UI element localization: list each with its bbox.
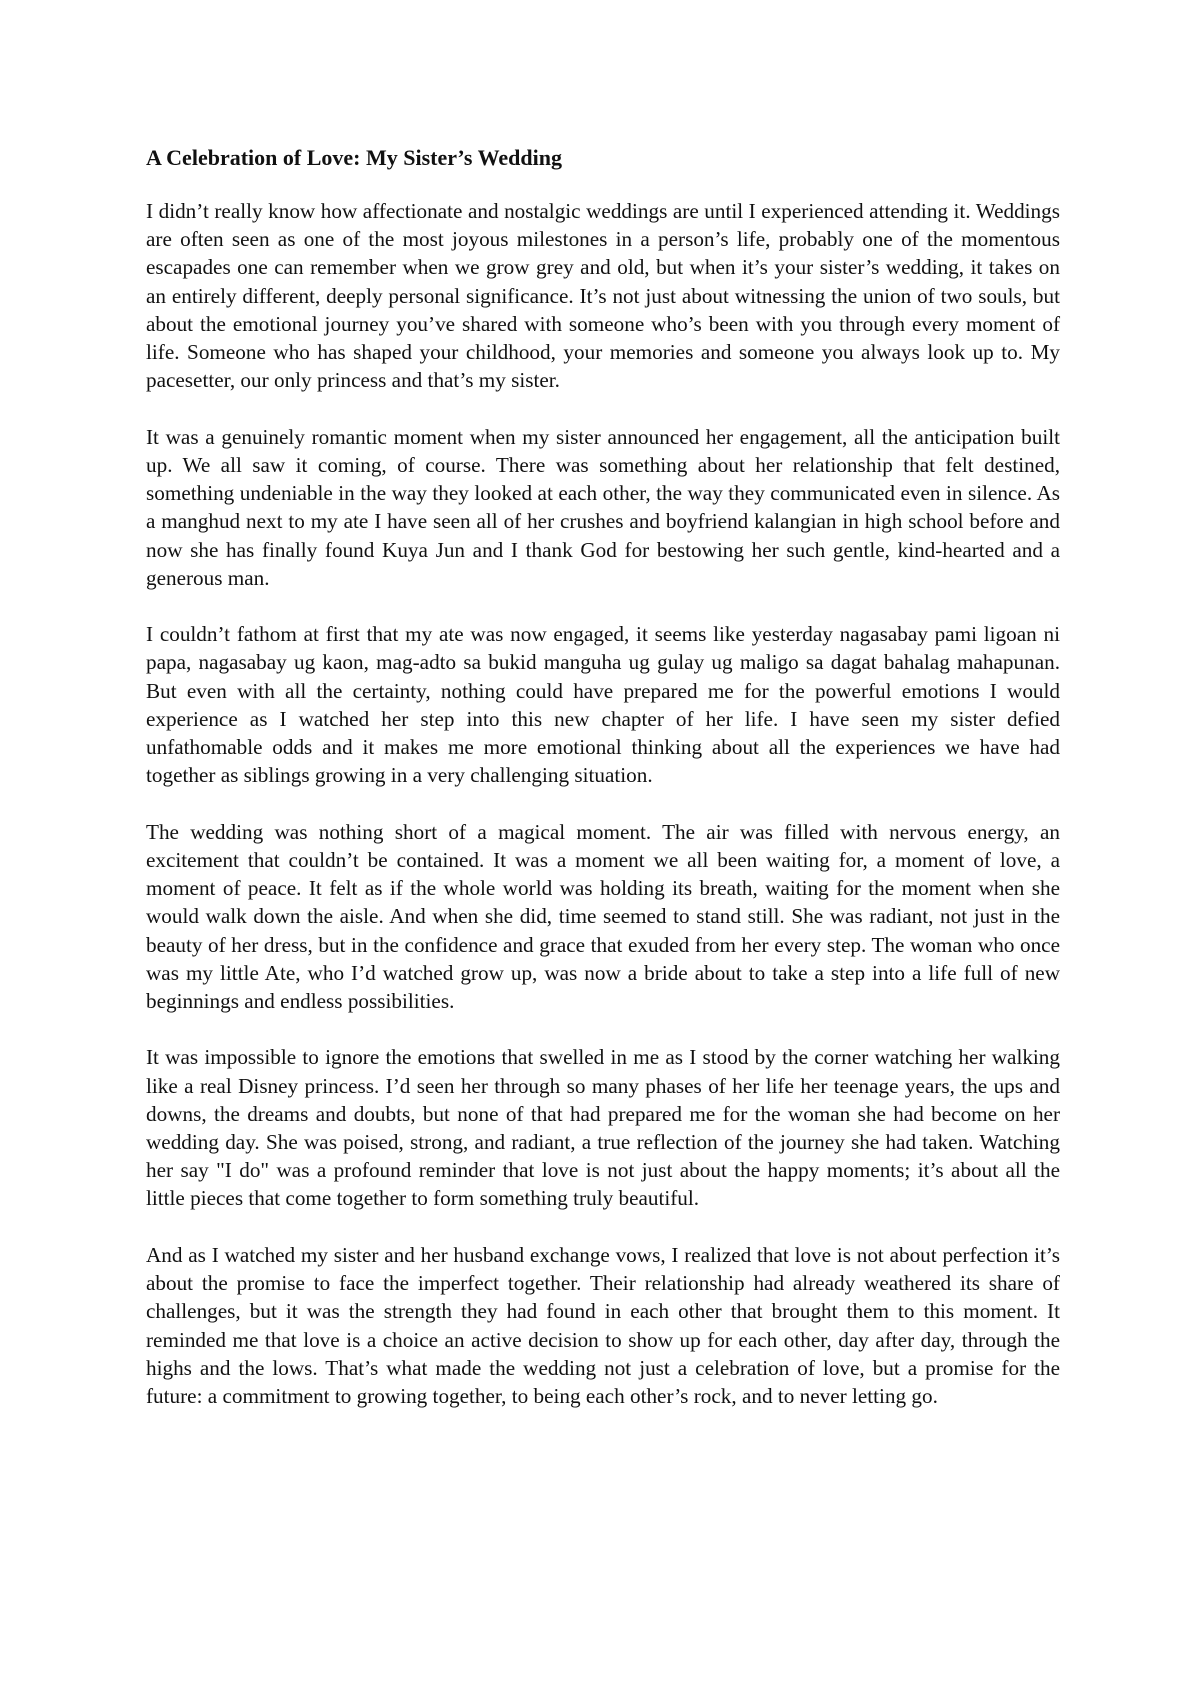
paragraph-2: It was a genuinely romantic moment when my sister announced her engagement, all the anticipation built up. We all saw it coming, of course. There was something about her relationship that felt destined, something undeniable in the way they looked at each other, the way they communicated even in silence. As a manghud next to my ate I have seen all of her crushes and boyfriend kalangian in high school before and now she has finally found Kuya Jun and I thank God for bestowing her such gentle, kind-hearted and a generous man.	[146, 424, 1060, 590]
paragraph-5: It was impossible to ignore the emotions that swelled in me as I stood by the corner watching her walking like a real Disney princess. I’d seen her through so many phases of her life her teenage years, the ups and downs, the dreams and doubts, but none of that had prepared me for the woman she had become on her wedding day. She was poised, strong, and radiant, a true reflection of the journey she had taken. Watching her say "I do" was a profound reminder that love is not just about the happy moments; it’s about all the little pieces that come together to form something truly beautiful.	[146, 1045, 1060, 1211]
paragraph-1: I didn’t really know how affectionate and nostalgic weddings are until I experienced attending it. Weddings are often seen as one of the most joyous milestones in a person’s life, probably one of the momentous escapades one can remember when we grow grey and old, but when it’s your sister’s wedding, it takes on an entirely different, deeply personal significance. It’s not just about witnessing the union of two souls, but about the emotional journey you’ve shared with someone who’s been with you through every moment of life. Someone who has shaped your childhood, your memories and someone you always look up to. My pacesetter, our only princess and that’s my sister.	[146, 199, 1060, 393]
document-body	[146, 144, 1060, 1439]
document-title: A Celebration of Love: My Sister’s Wedding	[146, 145, 562, 170]
paragraph-4: The wedding was nothing short of a magical moment. The air was filled with nervous energy, an excitement that couldn’t be contained. It was a moment we all been waiting for, a moment of love, a moment of peace. It felt as if the whole world was holding its breath, waiting for the moment when she would walk down the aisle. And when she did, time seemed to stand still. She was radiant, not just in the beauty of her dress, but in the confidence and grace that exuded from her every step. The woman who once was my little Ate, who I’d watched grow up, was now a bride about to take a step into a life full of new beginnings and endless possibilities.	[146, 819, 1060, 1013]
paragraph-6: And as I watched my sister and her husband exchange vows, I realized that love is not about perfection it’s about the promise to face the imperfect together. Their relationship had already weathered its share of challenges, but it was the strength they had found in each other that brought them to this moment. It reminded me that love is a choice an active decision to show up for each other, day after day, through the highs and the lows. That’s what made the wedding not just a celebration of love, but a promise for the future: a commitment to growing together, to being each other’s rock, and to never letting go.	[146, 1242, 1060, 1408]
paragraph-3: I couldn’t fathom at first that my ate was now engaged, it seems like yesterday nagasabay pami ligoan ni papa, nagasabay ug kaon, mag-adto sa bukid manguha ug gulay ug maligo sa dagat bahalag mahapunan. But even with all the certainty, nothing could have prepared me for the powerful emotions I would experience as I watched her step into this new chapter of her life. I have seen my sister defied unfathomable odds and it makes me more emotional thinking about all the experiences we have had together as siblings growing in a very challenging situation.	[146, 622, 1060, 788]
